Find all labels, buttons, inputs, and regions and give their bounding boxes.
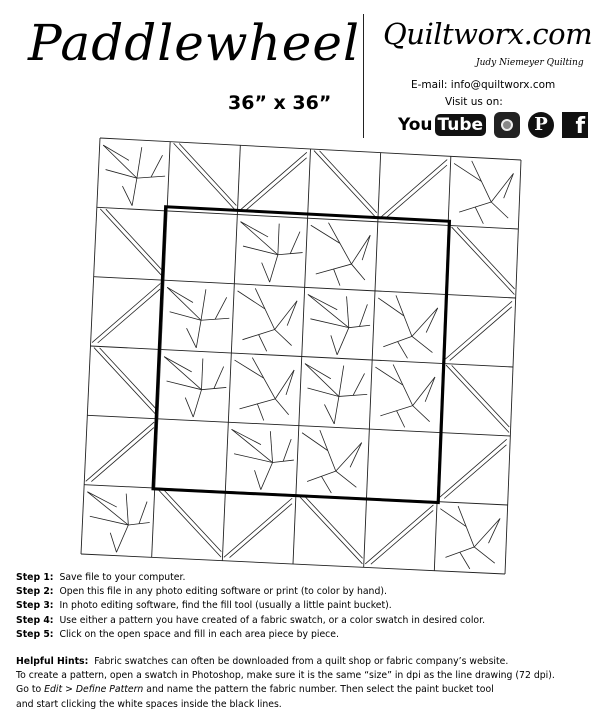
youtube-tube: Tube (435, 114, 487, 136)
page-title: Paddlewheel (28, 14, 360, 72)
step-row (16, 571, 586, 585)
quiltworx-logo: Quiltworx.com (383, 17, 593, 51)
step-text: In photo editing software, find the fill tool (usually a little paint bucket). (59, 600, 392, 612)
youtube-you: You (398, 115, 433, 135)
hint-row (16, 698, 591, 712)
step-row (16, 614, 586, 628)
hint-row (16, 655, 591, 669)
step-text: Click on the open space and fill in each area piece by piece. (59, 628, 339, 640)
quilt-size: 36” x 36” (228, 92, 332, 114)
pinterest-icon[interactable]: P (528, 112, 554, 138)
step-label: Step 4: (16, 614, 54, 626)
step-label: Step 1: (16, 572, 54, 583)
facebook-icon[interactable]: f (562, 112, 588, 138)
step-row (16, 585, 586, 599)
contact-email: E-mail: info@quiltworx.com (411, 79, 556, 91)
step-text: Use either a pattern you have created of a fabric swatch, or a color swatch in desired color. (59, 614, 486, 626)
step-text: Open this file in any photo editing software or print (to color by hand). (59, 586, 387, 598)
hint-text: and name the pattern the fabric number. Then select the paint bucket tool (143, 684, 494, 696)
hint-text: and start clicking the white spaces inside the black lines. (16, 698, 282, 710)
step-label: Step 3: (16, 600, 54, 612)
hints-label: Helpful Hints: (16, 656, 89, 667)
step-text: Save file to your computer. (59, 572, 186, 583)
helpful-hints (16, 655, 591, 712)
step-row (16, 628, 586, 642)
step-label: Step 2: (16, 586, 54, 598)
menu-path: Edit > Define Pattern (44, 684, 144, 696)
step-row (16, 599, 586, 613)
hint-row (16, 669, 591, 683)
visit-us-label: Visit us on: (445, 96, 503, 108)
step-label: Step 5: (16, 628, 54, 640)
logo-tagline: Judy Niemeyer Quilting (476, 58, 584, 68)
hint-text: To create a pattern, open a swatch in Photoshop, make sure it is the same “size” in dpi as the line drawing (72 dpi). (16, 670, 555, 682)
hint-text: Go to (16, 684, 45, 696)
hint-text: Fabric swatches can often be downloaded from a quilt shop or fabric company’s website. (94, 656, 509, 667)
instructions-steps (16, 571, 586, 642)
hint-row (16, 683, 591, 697)
